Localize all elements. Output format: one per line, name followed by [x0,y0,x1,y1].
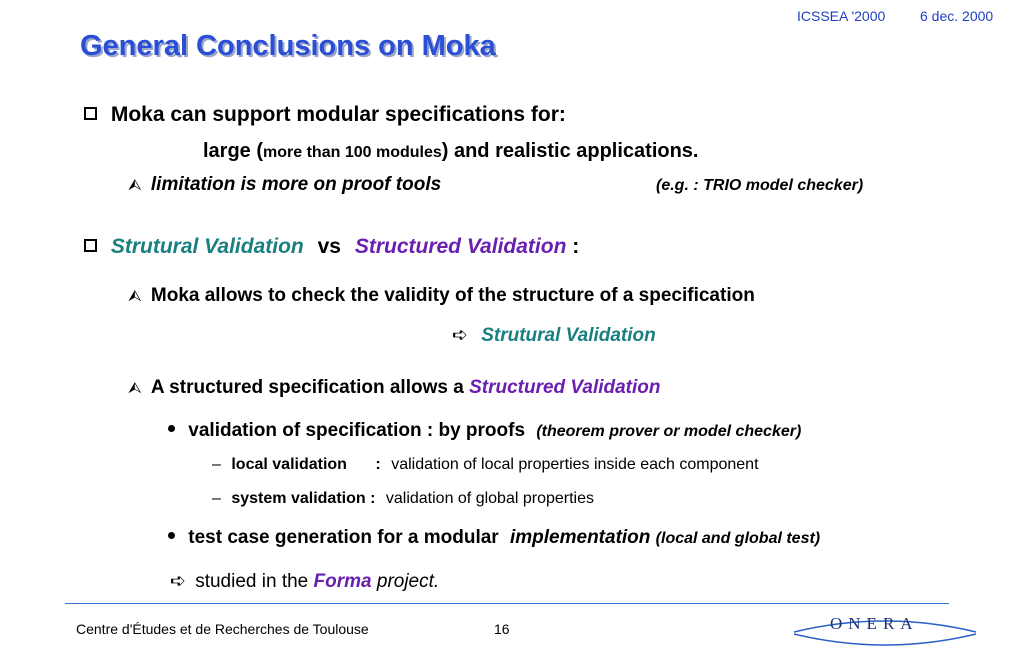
studied-text: studied in the [195,571,309,592]
pointing-hand-icon: ➪ [452,325,468,346]
local-validation-item [212,456,759,474]
system-validation-item [212,490,594,508]
dash-bullet: – [212,490,221,507]
bullet-validation [84,235,579,259]
trio-example: (e.g. : TRIO model checker) [656,177,864,194]
project-text: project. [376,571,440,592]
proofs-text: validation of specification : by proofs [188,420,526,441]
pointing-hand-icon: ➪ [170,571,186,592]
checkmark-arrow-icon: ⮙ [128,288,142,305]
slide-title: General Conclusions on Moka [80,30,496,62]
onera-logo-text: ONERA [830,614,919,633]
date-label: 6 dec. 2000 [920,8,994,24]
bullet-text: Moka can support modular specifications for: [110,103,566,126]
strutural-result-line [452,324,656,347]
proofs-bullet [168,420,801,442]
limitation-line [128,174,441,196]
modules-text: more than 100 modules [263,144,442,161]
onera-logo [790,612,980,654]
structured-validation-link-text: Structured Validation [469,377,661,398]
local-validation-label: local validation [231,456,347,473]
structured-validation-text: Structured Validation [354,235,567,258]
structured-spec-text: A structured specification allows a [150,377,464,398]
dot-bullet-icon [168,532,175,539]
forma-line [170,570,439,593]
system-validation-label: system validation : [231,490,376,507]
strutural-result-text: Strutural Validation [481,325,656,346]
colon-text: : [572,235,580,258]
theorem-prover-text: (theorem prover or model checker) [536,423,802,440]
dot-bullet-icon [168,425,175,432]
square-bullet-icon [84,239,97,252]
system-validation-text: validation of global properties [385,490,594,507]
large-realistic-line [203,140,699,163]
conference-label: ICSSEA '2000 [797,8,886,24]
checkmark-arrow-icon: ⮙ [128,380,142,397]
forma-text: Forma [313,571,372,592]
applications-text: ) and realistic applications. [441,140,699,162]
test-case-bullet [168,527,820,549]
local-global-test-text: (local and global test) [655,530,821,547]
bullet-moka-support [84,103,566,127]
checkmark-arrow-icon: ⮙ [128,177,142,194]
structured-spec-line [128,377,661,399]
large-text: large ( [203,140,264,162]
page-number: 16 [494,621,510,637]
limitation-text: limitation is more on proof tools [150,174,442,195]
implementation-text: implementation [509,527,651,548]
footer-org: Centre d'Études et de Recherches de Toulouse [76,621,369,637]
square-bullet-icon [84,107,97,120]
moka-allows-text: Moka allows to check the validity of the structure of a specification [150,285,755,306]
dash-bullet: – [212,456,221,473]
local-validation-colon: : [375,456,381,473]
vs-text: vs [317,235,341,258]
test-case-text: test case generation for a modular [188,527,499,548]
moka-allows-line [128,285,755,307]
strutural-validation-text: Strutural Validation [110,235,304,258]
footer-rule [65,603,949,604]
local-validation-text: validation of local properties inside each component [391,456,759,473]
